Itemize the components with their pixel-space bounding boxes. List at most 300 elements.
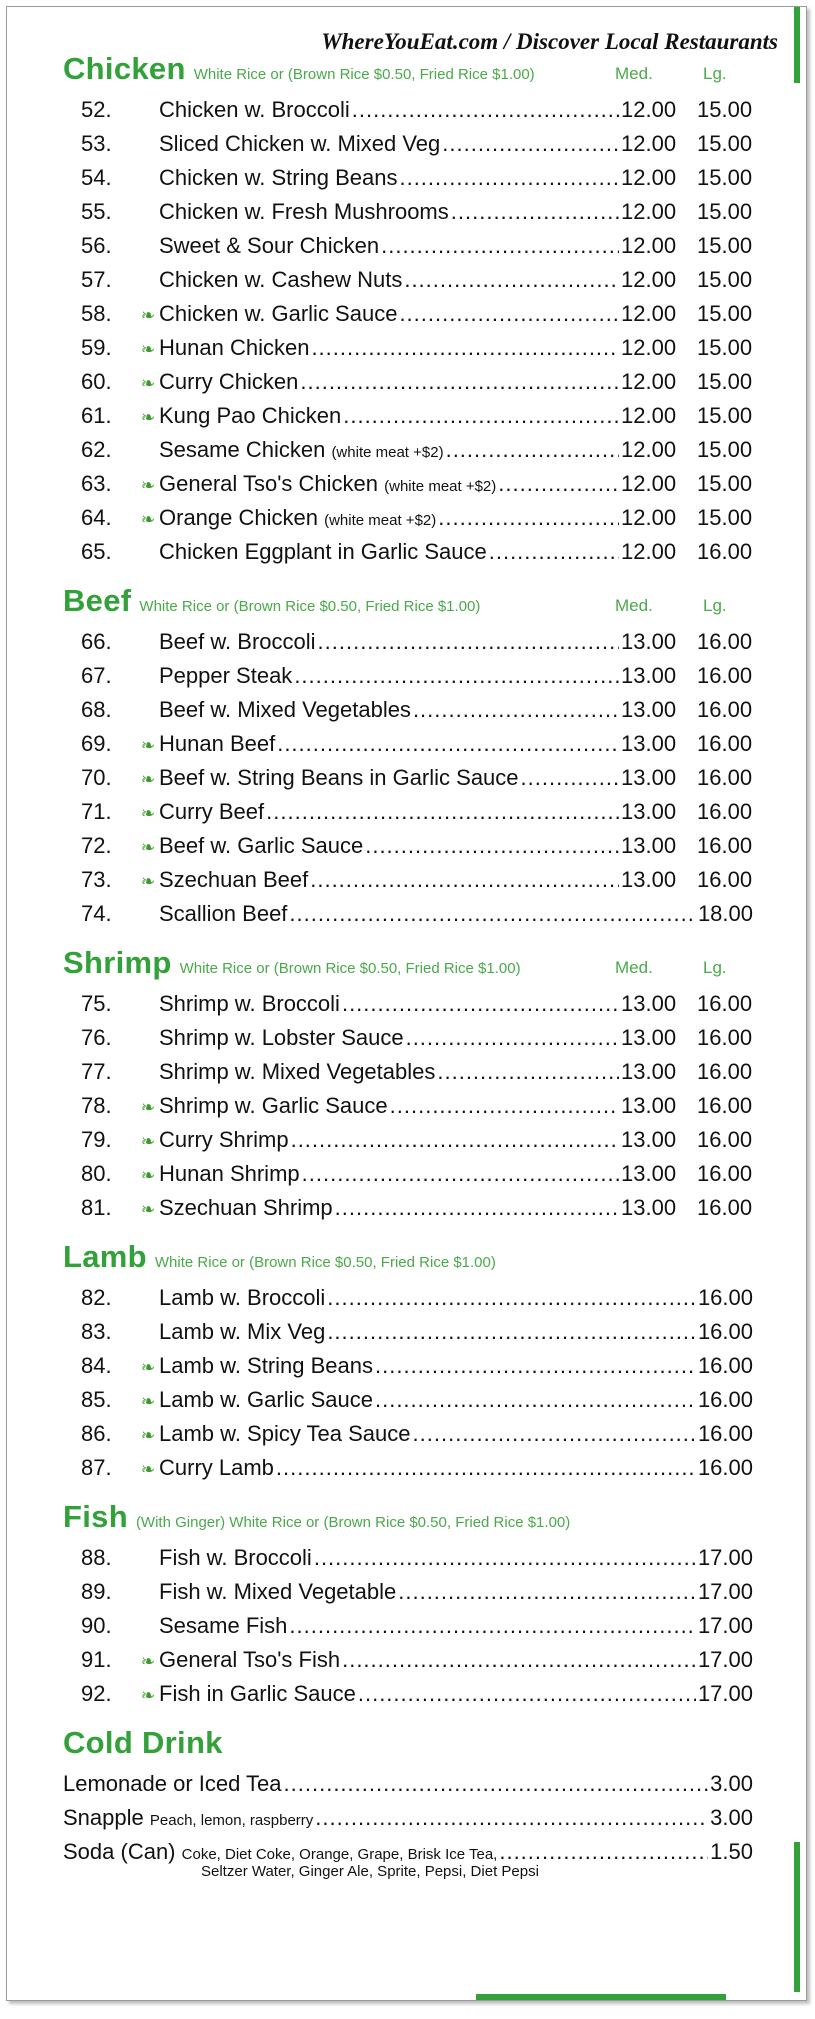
dot-leader [375, 1383, 696, 1417]
dot-leader [327, 1315, 696, 1349]
item-number: 79. [81, 1127, 112, 1152]
dot-leader [266, 795, 619, 829]
dot-leader [294, 659, 619, 693]
item-name [159, 829, 363, 863]
item-name [159, 1575, 396, 1609]
item-name-text: Shrimp w. Broccoli [159, 991, 340, 1016]
edge-green-bar [794, 7, 800, 83]
section-title: Lamb [63, 1239, 147, 1274]
menu-item [63, 1089, 753, 1123]
price: 16.00 [697, 1353, 753, 1378]
item-name-text: Hunan Beef [159, 731, 276, 756]
dot-leader [521, 761, 619, 795]
price-med: 12.00 [621, 233, 677, 258]
item-name-text: Kung Pao Chicken [159, 403, 342, 428]
section-gap [63, 569, 753, 579]
item-name-text: Fish in Garlic Sauce [159, 1681, 356, 1706]
price: 17.00 [697, 1613, 753, 1638]
price: 17.00 [697, 1647, 753, 1672]
section-title: Chicken [63, 51, 186, 86]
menu-item [63, 1055, 753, 1089]
item-number: 60. [81, 369, 112, 394]
menu-item [63, 93, 753, 127]
item-number: 65. [81, 539, 112, 564]
section-gap [63, 1225, 753, 1235]
item-name [159, 263, 402, 297]
item-note: (white meat +$2) [384, 478, 497, 495]
price-med: 13.00 [621, 1025, 677, 1050]
edge-green-bar-bottom [794, 1842, 800, 1992]
dot-leader [291, 1123, 619, 1157]
item-name [159, 1609, 287, 1643]
menu-item [63, 127, 753, 161]
section-header [63, 945, 753, 987]
drink-name-text: Lemonade or Iced Tea [63, 1771, 282, 1796]
section-header [63, 1725, 753, 1767]
menu-item [63, 1451, 753, 1485]
item-name [159, 195, 449, 229]
item-number: 57. [81, 267, 112, 292]
dot-leader [276, 1451, 696, 1485]
item-number: 72. [81, 833, 112, 858]
price-lg: 15.00 [697, 97, 753, 122]
item-number: 80. [81, 1161, 112, 1186]
price-lg: 15.00 [697, 199, 753, 224]
size-columns [615, 596, 753, 616]
pepper-icon: ❧ [140, 1460, 156, 1479]
item-name-text: Curry Chicken [159, 369, 299, 394]
menu-item [63, 331, 753, 365]
dot-leader [358, 1677, 696, 1711]
dot-leader [446, 433, 619, 467]
dot-leader [390, 1089, 619, 1123]
menu-item [63, 229, 753, 263]
item-number: 77. [81, 1059, 112, 1084]
item-name [159, 1643, 340, 1677]
section-header [63, 1499, 753, 1541]
dot-leader [352, 93, 619, 127]
item-name [159, 897, 287, 931]
price-lg: 16.00 [697, 867, 753, 892]
price-med: 13.00 [621, 1093, 677, 1118]
price-lg: 15.00 [697, 267, 753, 292]
price: 16.00 [697, 1421, 753, 1446]
dot-leader [381, 229, 619, 263]
item-number: 83. [81, 1319, 112, 1344]
item-name-text: Lamb w. Spicy Tea Sauce [159, 1421, 411, 1446]
item-name-text: Fish w. Mixed Vegetable [159, 1579, 397, 1604]
pepper-icon: ❧ [140, 1392, 156, 1411]
drink-name [63, 1801, 313, 1838]
dot-leader [314, 1541, 696, 1575]
price: 17.00 [697, 1579, 753, 1604]
item-number: 71. [81, 799, 112, 824]
pepper-icon: ❧ [140, 374, 156, 393]
price-lg: 16.00 [697, 799, 753, 824]
item-number: 64. [81, 505, 112, 530]
price-med: 12.00 [621, 403, 677, 428]
price-lg: 16.00 [697, 765, 753, 790]
item-name [159, 467, 496, 504]
price-lg: 16.00 [697, 833, 753, 858]
col-lg-label: Lg. [703, 64, 727, 83]
pepper-icon: ❧ [140, 408, 156, 427]
dot-leader [315, 1801, 708, 1835]
price-med: 13.00 [621, 833, 677, 858]
price-lg: 16.00 [697, 1195, 753, 1220]
menu-page [6, 6, 807, 2001]
menu-item [63, 1417, 753, 1451]
item-number: 61. [81, 403, 112, 428]
item-number: 85. [81, 1387, 112, 1412]
price-lg: 16.00 [697, 697, 753, 722]
menu-item [63, 467, 753, 501]
price: 17.00 [697, 1545, 753, 1570]
menu-item [63, 1157, 753, 1191]
drink-sub-note: Seltzer Water, Ginger Ale, Sprite, Pepsi, Diet Pepsi [201, 1863, 539, 1880]
menu-item [63, 863, 753, 897]
item-name-text: Sesame Chicken [159, 437, 326, 462]
price: 16.00 [697, 1387, 753, 1412]
price: 16.00 [697, 1285, 753, 1310]
pepper-icon: ❧ [140, 340, 156, 359]
item-name-text: Chicken w. Garlic Sauce [159, 301, 398, 326]
drink-note: Peach, lemon, raspberry [149, 1812, 314, 1829]
item-name-text: Lamb w. String Beans [159, 1353, 374, 1378]
pepper-icon: ❧ [140, 306, 156, 325]
item-name-text: Curry Shrimp [159, 1127, 289, 1152]
col-med-label: Med. [615, 64, 653, 83]
price-lg: 16.00 [697, 1161, 753, 1186]
item-name-text: Beef w. Broccoli [159, 629, 316, 654]
price-lg: 16.00 [697, 731, 753, 756]
item-name [159, 1089, 388, 1123]
item-name-text: Chicken w. Cashew Nuts [159, 267, 403, 292]
price-lg: 15.00 [697, 165, 753, 190]
menu-item [63, 761, 753, 795]
item-number: 89. [81, 1579, 112, 1604]
bottom-green-bar [476, 1994, 726, 2000]
section-rice-note: White Rice or (Brown Rice $0.50, Fried Rice $1.00) [139, 598, 481, 615]
price-lg: 15.00 [697, 403, 753, 428]
item-number: 69. [81, 731, 112, 756]
item-number: 56. [81, 233, 112, 258]
price-med: 12.00 [621, 369, 677, 394]
pepper-icon: ❧ [140, 1098, 156, 1117]
item-name-text: Hunan Shrimp [159, 1161, 300, 1186]
item-name-text: Shrimp w. Lobster Sauce [159, 1025, 404, 1050]
item-name [159, 331, 309, 365]
item-name [159, 161, 397, 195]
dot-leader [289, 1609, 696, 1643]
size-columns [615, 958, 753, 978]
item-name [159, 297, 397, 331]
dot-leader [413, 693, 619, 727]
price-med: 12.00 [621, 471, 677, 496]
item-number: 53. [81, 131, 112, 156]
menu-item [63, 727, 753, 761]
price-med: 13.00 [621, 697, 677, 722]
price-med: 12.00 [621, 505, 677, 530]
dot-leader [399, 297, 619, 331]
price: 17.00 [697, 1681, 753, 1706]
price-lg: 16.00 [697, 663, 753, 688]
section-rice-note: White Rice or (Brown Rice $0.50, Fried Rice $1.00) [193, 66, 535, 83]
item-name-text: Sliced Chicken w. Mixed Veg [159, 131, 441, 156]
menu-item [63, 1315, 753, 1349]
col-lg-label: Lg. [703, 958, 727, 977]
price: 3.00 [710, 1771, 753, 1796]
item-name [159, 229, 379, 263]
dot-leader [300, 365, 619, 399]
item-name-text: Chicken w. Broccoli [159, 97, 350, 122]
section-title: Beef [63, 583, 132, 618]
item-name [159, 761, 519, 795]
item-number: 78. [81, 1093, 112, 1118]
item-name [159, 1383, 373, 1417]
dot-leader [335, 1191, 619, 1225]
col-lg-label: Lg. [703, 596, 727, 615]
dot-leader [284, 1767, 709, 1801]
item-number: 82. [81, 1285, 112, 1310]
price-med: 12.00 [621, 199, 677, 224]
price-lg: 15.00 [697, 471, 753, 496]
price-lg: 16.00 [697, 1059, 753, 1084]
menu-content [63, 47, 753, 1881]
item-name-text: Beef w. String Beans in Garlic Sauce [159, 765, 519, 790]
dot-leader [289, 897, 696, 931]
item-name [159, 795, 264, 829]
item-number: 70. [81, 765, 112, 790]
item-number: 88. [81, 1545, 112, 1570]
price-lg: 16.00 [697, 629, 753, 654]
dot-leader [365, 829, 619, 863]
price-med: 13.00 [621, 765, 677, 790]
menu-item [63, 1677, 753, 1711]
menu-item [63, 535, 753, 569]
pepper-icon: ❧ [140, 476, 156, 495]
menu-item [63, 659, 753, 693]
item-number: 92. [81, 1681, 112, 1706]
menu-item [63, 297, 753, 331]
menu-item [63, 399, 753, 433]
item-number: 84. [81, 1353, 112, 1378]
item-number: 91. [81, 1647, 112, 1672]
item-name [159, 501, 436, 538]
item-number: 75. [81, 991, 112, 1016]
menu-item [63, 501, 753, 535]
dot-leader [327, 1281, 696, 1315]
menu-item [63, 1383, 753, 1417]
item-number: 86. [81, 1421, 112, 1446]
item-name [159, 1541, 312, 1575]
price-lg: 15.00 [697, 437, 753, 462]
dot-leader [404, 263, 619, 297]
item-name-text: Szechuan Beef [159, 867, 309, 892]
item-name-text: General Tso's Chicken [159, 471, 379, 496]
price-med: 13.00 [621, 799, 677, 824]
menu-item [63, 263, 753, 297]
price: 3.00 [710, 1805, 753, 1830]
price-med: 12.00 [621, 267, 677, 292]
item-number: 63. [81, 471, 112, 496]
price-med: 13.00 [621, 1127, 677, 1152]
item-name [159, 625, 316, 659]
price-med: 12.00 [621, 335, 677, 360]
col-med-label: Med. [615, 596, 653, 615]
item-name-text: Hunan Chicken [159, 335, 310, 360]
item-name-text: General Tso's Fish [159, 1647, 341, 1672]
price-lg: 16.00 [697, 539, 753, 564]
pepper-icon: ❧ [140, 1358, 156, 1377]
menu-item [63, 365, 753, 399]
menu-item [63, 1349, 753, 1383]
section-gap [63, 1711, 753, 1721]
item-name-text: Shrimp w. Garlic Sauce [159, 1093, 388, 1118]
menu-item [63, 161, 753, 195]
menu-item [63, 1021, 753, 1055]
section-header [63, 1239, 753, 1281]
dot-leader [406, 1021, 619, 1055]
item-number: 76. [81, 1025, 112, 1050]
section-rice-note: White Rice or (Brown Rice $0.50, Fried Rice $1.00) [179, 960, 521, 977]
dot-leader [318, 625, 619, 659]
item-name-text: Scallion Beef [159, 901, 288, 926]
pepper-icon: ❧ [140, 1426, 156, 1445]
size-columns [615, 64, 753, 84]
price-lg: 15.00 [697, 369, 753, 394]
item-name [159, 399, 341, 433]
menu-item [63, 195, 753, 229]
item-name-text: Lamb w. Broccoli [159, 1285, 326, 1310]
section-gap [63, 931, 753, 941]
price-med: 12.00 [621, 97, 677, 122]
drink-item [63, 1767, 753, 1801]
dot-leader [342, 987, 619, 1021]
menu-item [63, 1123, 753, 1157]
pepper-icon: ❧ [140, 510, 156, 529]
menu-item [63, 987, 753, 1021]
pepper-icon: ❧ [140, 872, 156, 891]
price-med: 13.00 [621, 663, 677, 688]
dot-leader [311, 331, 619, 365]
price-lg: 16.00 [697, 1025, 753, 1050]
item-name-text: Chicken w. Fresh Mushrooms [159, 199, 449, 224]
item-number: 59. [81, 335, 112, 360]
item-note: (white meat +$2) [331, 444, 444, 461]
item-name [159, 433, 444, 470]
menu-item [63, 795, 753, 829]
section-title: Fish [63, 1499, 128, 1534]
dot-leader [413, 1417, 696, 1451]
item-note: (white meat +$2) [324, 512, 437, 529]
dot-leader [343, 399, 619, 433]
menu-item [63, 1575, 753, 1609]
item-number: 87. [81, 1455, 112, 1480]
price-med: 13.00 [621, 1059, 677, 1084]
menu-item [63, 433, 753, 467]
item-name [159, 1451, 274, 1485]
section-header [63, 51, 753, 93]
menu-item [63, 1541, 753, 1575]
item-name-text: Szechuan Shrimp [159, 1195, 333, 1220]
menu-item [63, 1191, 753, 1225]
dot-leader [437, 1055, 619, 1089]
pepper-icon: ❧ [140, 804, 156, 823]
item-number: 67. [81, 663, 112, 688]
item-name [159, 535, 487, 569]
pepper-icon: ❧ [140, 770, 156, 789]
item-name [159, 1281, 325, 1315]
dot-leader [489, 535, 619, 569]
item-number: 58. [81, 301, 112, 326]
item-name-text: Chicken Eggplant in Garlic Sauce [159, 539, 487, 564]
price: 18.00 [697, 901, 753, 926]
item-name-text: Curry Beef [159, 799, 265, 824]
price-med: 12.00 [621, 131, 677, 156]
dot-leader [310, 863, 619, 897]
price: 1.50 [710, 1839, 753, 1864]
dot-leader [277, 727, 619, 761]
menu-item [63, 829, 753, 863]
item-name-text: Orange Chicken [159, 505, 318, 530]
section-rice-note: (With Ginger) White Rice or (Brown Rice $0.50, Fried Rice $1.00) [135, 1514, 571, 1531]
item-name [159, 93, 350, 127]
item-name-text: Sesame Fish [159, 1613, 288, 1638]
section-rice-note: White Rice or (Brown Rice $0.50, Fried Rice $1.00) [154, 1254, 496, 1271]
item-name [159, 863, 308, 897]
item-name [159, 1417, 411, 1451]
item-name [159, 659, 292, 693]
dot-leader [438, 501, 619, 535]
item-name [159, 1055, 435, 1089]
price-med: 13.00 [621, 1195, 677, 1220]
item-name-text: Lamb w. Garlic Sauce [159, 1387, 373, 1412]
item-name [159, 1349, 373, 1383]
dot-leader [399, 161, 619, 195]
price-med: 12.00 [621, 301, 677, 326]
item-number: 68. [81, 697, 112, 722]
item-name-text: Fish w. Broccoli [159, 1545, 312, 1570]
item-number: 81. [81, 1195, 112, 1220]
item-name [159, 1191, 333, 1225]
menu-item [63, 693, 753, 727]
price-lg: 15.00 [697, 505, 753, 530]
menu-item [63, 1281, 753, 1315]
dot-leader [342, 1643, 696, 1677]
item-name [159, 727, 275, 761]
item-number: 55. [81, 199, 112, 224]
item-name [159, 1315, 325, 1349]
price-lg: 15.00 [697, 335, 753, 360]
item-name-text: Beef w. Garlic Sauce [159, 833, 364, 858]
item-number: 62. [81, 437, 112, 462]
price-lg: 16.00 [697, 1127, 753, 1152]
item-name-text: Lamb w. Mix Veg [159, 1319, 326, 1344]
item-name [159, 1157, 300, 1191]
pepper-icon: ❧ [140, 838, 156, 857]
section-title: Cold Drink [63, 1725, 223, 1760]
pepper-icon: ❧ [140, 1652, 156, 1671]
menu-item [63, 897, 753, 931]
item-name [159, 127, 440, 161]
price: 16.00 [697, 1319, 753, 1344]
price: 16.00 [697, 1455, 753, 1480]
drink-name-text: Snapple [63, 1805, 144, 1830]
item-name [159, 1677, 356, 1711]
item-number: 54. [81, 165, 112, 190]
price-med: 13.00 [621, 731, 677, 756]
